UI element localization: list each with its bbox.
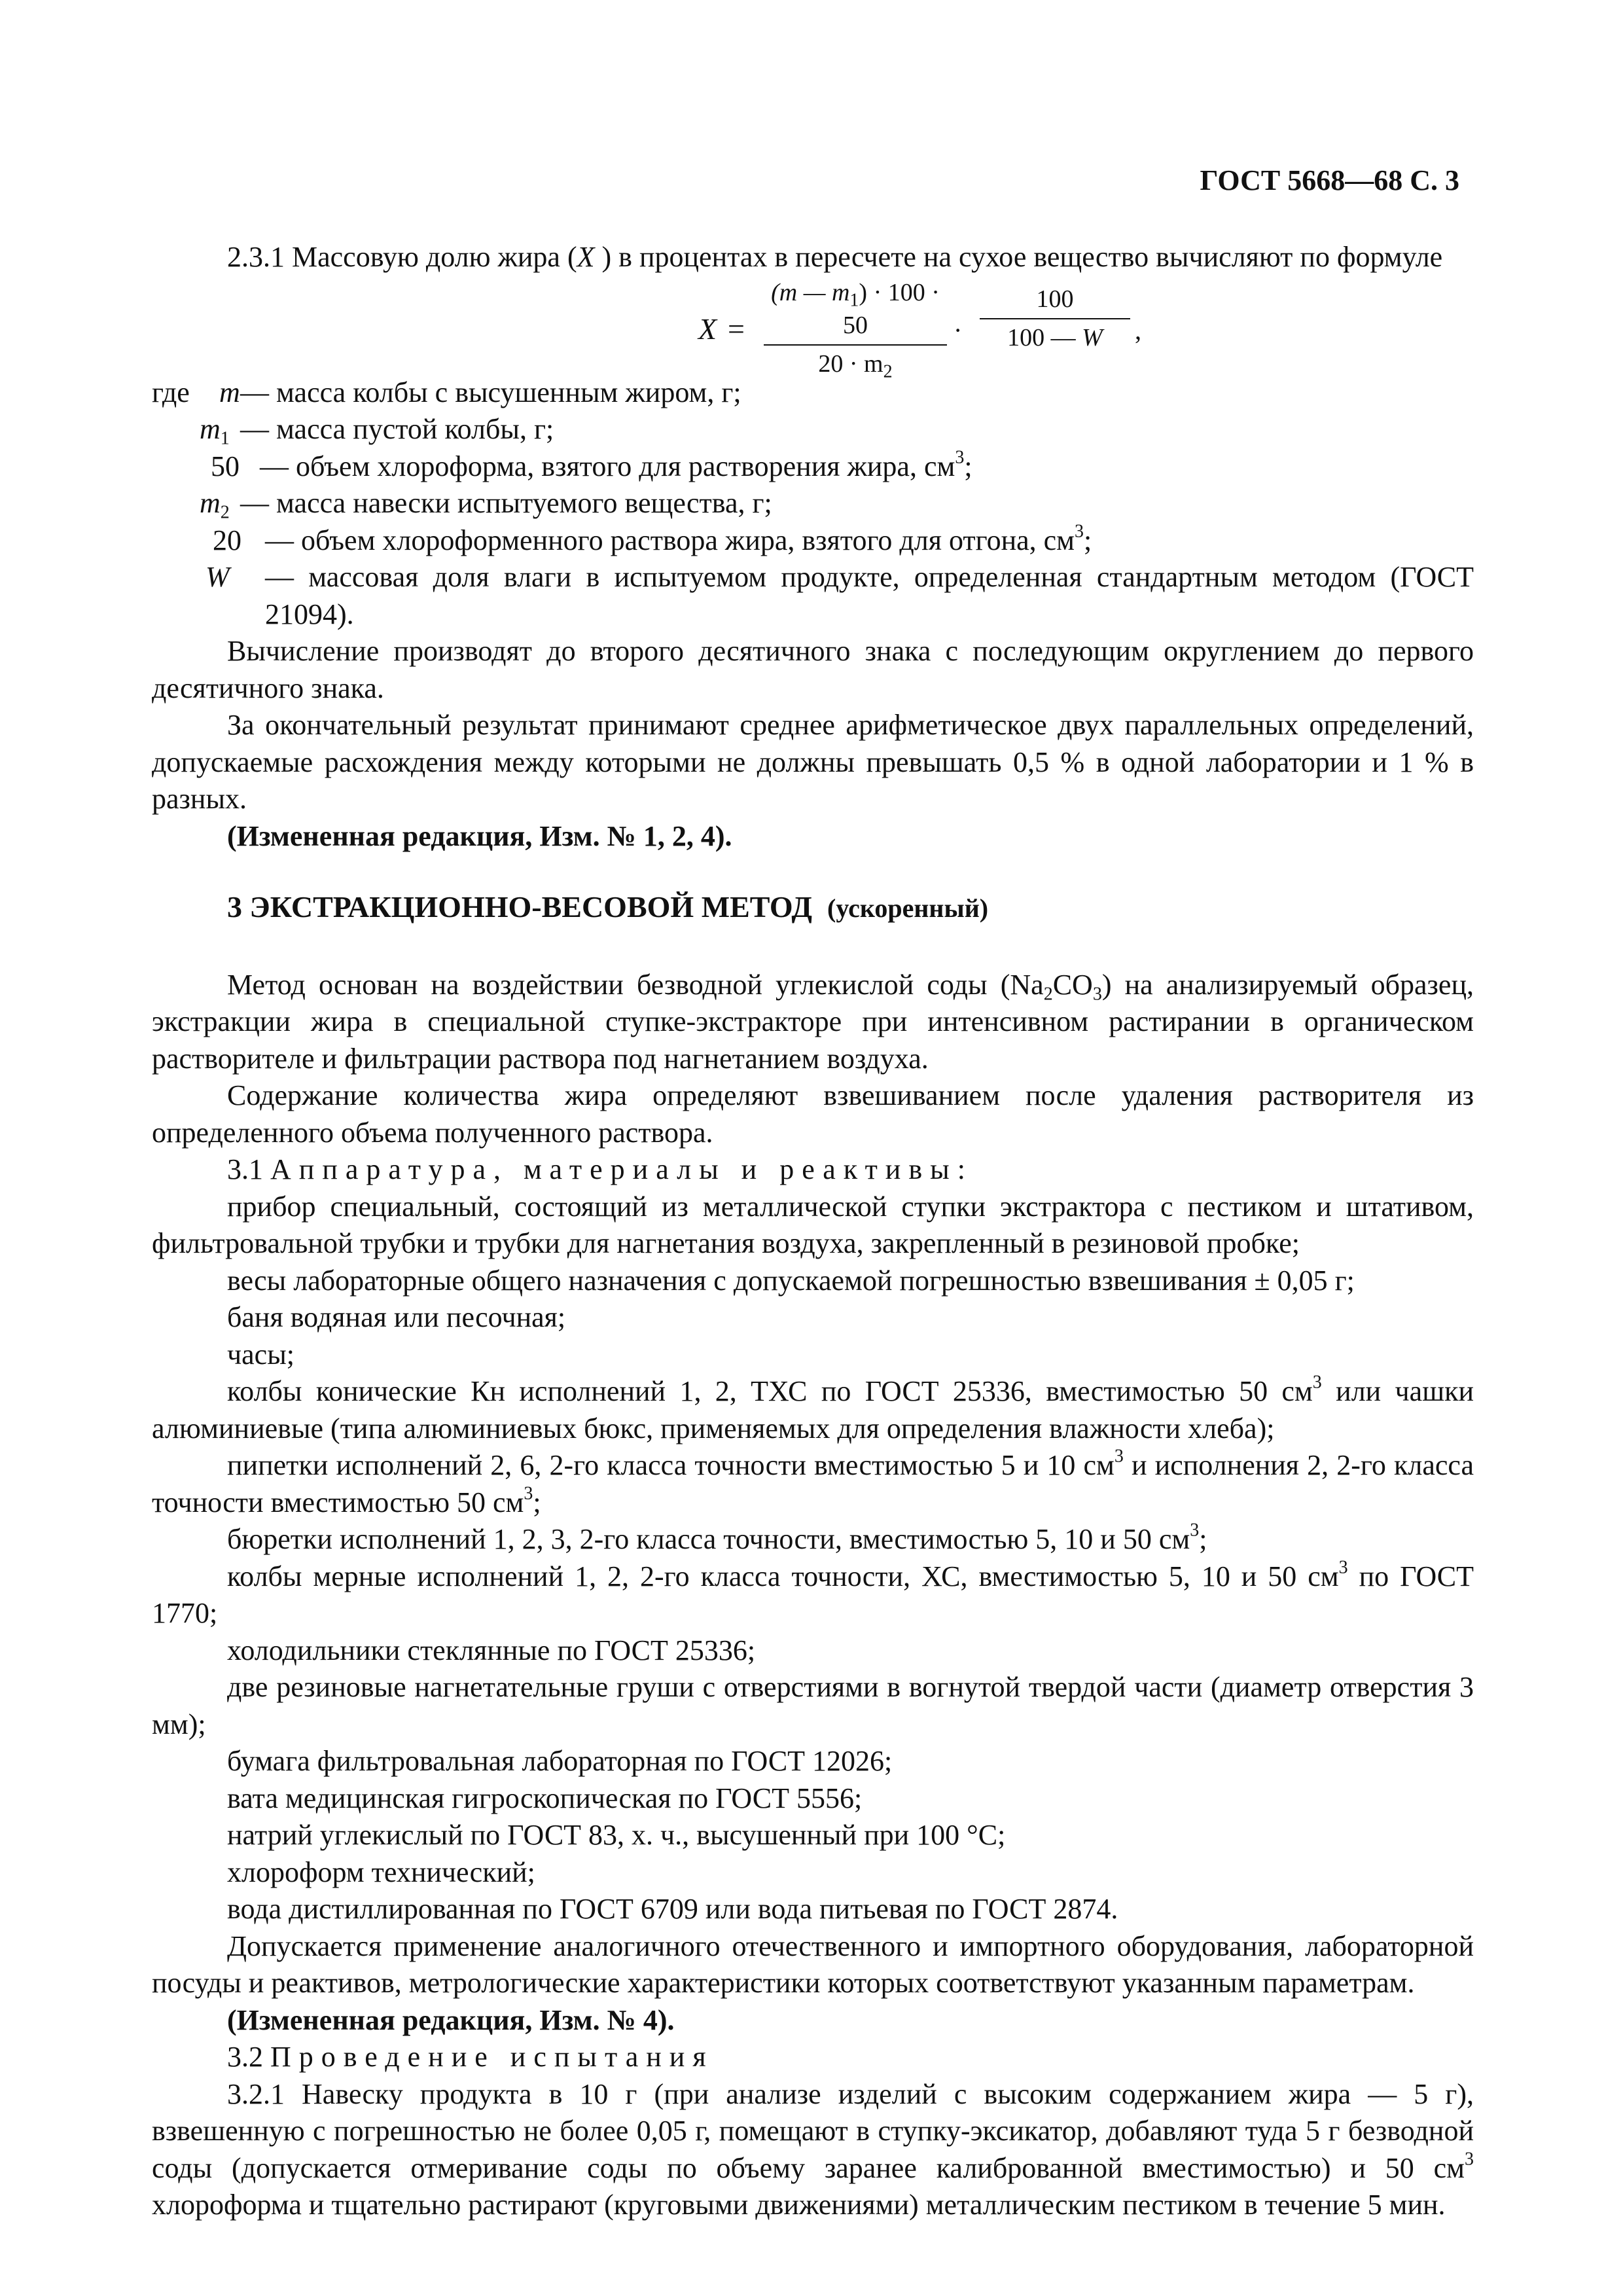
formula-dot: ·: [954, 315, 963, 345]
equipment-item: весы лабораторные общего назначения с допускаемой погрешностью взвешивания ± 0,05 г;: [227, 1264, 1355, 1297]
formula-fraction-2: [980, 283, 1130, 356]
formula-fraction-1: [764, 276, 947, 382]
equipment-item: две резиновые нагнетательные груши с отверстиями в вогнутой твердой части (диаметр отверстия 3 мм);: [152, 1671, 1474, 1740]
def-symbol: W: [205, 561, 230, 593]
definition-row: [152, 485, 1474, 522]
rounding-paragraph: Вычисление производят до второго десятичного знака с последующим округлением до первого десятичного знака.: [152, 635, 1474, 704]
den1-text: 20 · m: [818, 350, 883, 378]
where-word: где: [152, 376, 190, 408]
subsection-3-1-title: 3.1 Аппаратура, материалы и реактивы:: [227, 1153, 973, 1185]
equipment-item: вата медицинская гигроскопическая по ГОСТ 5556;: [227, 1782, 863, 1814]
fraction-1-denominator: [764, 346, 947, 382]
fraction-1-numerator: [764, 276, 947, 346]
equipment-item: колбы конические Кн исполнений 1, 2, ТХС по ГОСТ 25336, вместимостью 50 $см^3$ или чашки алюминиевые (типа алюминиевых бюкс, применяемых для определения влажности хлеба);: [152, 1372, 1474, 1444]
equipment-item: холодильники стеклянные по ГОСТ 25336;: [227, 1634, 756, 1666]
equipment-item: баня водяная или песочная;: [227, 1301, 566, 1333]
def-text: — массовая доля влаги в испытуемом продукте, определенная стандартным методом (ГОСТ 21094).: [265, 561, 1474, 630]
equipment-item: колбы мерные исполнений 1, 2, 2-го класса точности, ХС, вместимостью 5, 10 и 50 $см^3$ по ГОСТ 1770;: [152, 1556, 1474, 1629]
intro-var-x: X: [577, 241, 595, 273]
def-text: — масса навески испытуемого вещества, г;: [240, 487, 772, 519]
intro-text-b: ) в процентах в пересчете на сухое вещество вычисляют по формуле: [594, 241, 1443, 273]
method-paragraph: Метод основан на воздействии безводной углекислой соды $(Na_2CO_3)$ на анализируемый образец, экстракции жира в специальной ступке-экстракторе при интенсивном растирании в органическом растворителе и фильтрации раствора под нагнетанием воздуха.: [152, 968, 1474, 1075]
equipment-item: пипетки исполнений 2, 6, 2-го класса точности вместимостью 5 и 10 $см^3$ и исполнения 2, 2-го класса точности вместимостью 50 $см^3$;: [152, 1446, 1474, 1518]
formula-definitions: [152, 374, 1474, 634]
num1-sub: 1: [849, 289, 859, 310]
equivalent-equipment-paragraph: Допускается применение аналогичного отечественного и импортного оборудования, лабораторной посуды и реактивов, метрологические характеристики которых соответствуют указанным параметрам.: [152, 1929, 1474, 1999]
def-text: — масса пустой колбы, г;: [240, 413, 554, 445]
page-content: [152, 239, 1474, 2224]
definition-row: [152, 411, 1474, 448]
num1-tail: ) · 100 · 50: [843, 278, 940, 339]
result-paragraph: За окончательный результат принимают среднее арифметическое двух параллельных определений, допускаемые расхождения между которыми не должны превышать 0,5 % в одной лаборатории и 1 % в разных.: [152, 709, 1474, 815]
def-symbol: $m_1$: [200, 413, 230, 449]
fraction-2-numerator: 100: [980, 283, 1130, 319]
formula-lhs: X: [698, 312, 717, 346]
equipment-item: вода дистиллированная по ГОСТ 6709 или вода питьевая по ГОСТ 2874.: [227, 1893, 1118, 1925]
den1-sub: 2: [883, 361, 893, 382]
amendment-note: (Измененная редакция, Изм. № 1, 2, 4).: [227, 819, 732, 852]
def-symbol: 50: [211, 450, 240, 482]
def-symbol: $m_2$: [200, 487, 230, 523]
content-paragraph: Содержание количества жира определяют взвешиванием после удаления растворителя из определенного объема полученного раствора.: [152, 1079, 1474, 1149]
procedure-paragraph: 3.2.1 Навеску продукта в 10 г (при анализе изделий с высоким содержанием жира — 5 г), взвешенную с погрешностью не более 0,05 г, помещают в ступку-эксикатор, добавляют туда 5 г безводной соды (допускается отмеривание соды по объему заранее калиброванной вместимостью) и 50 $см^3$ хлороформа и тщательно растирают (круговыми движениями) металлическим пестиком в течение 5 мин.: [152, 2077, 1474, 2221]
section-3-heading: 3 ЭКСТРАКЦИОННО-ВЕСОВОЙ МЕТОД (ускоренный): [227, 890, 989, 924]
def-text: — масса колбы с высушенным жиром, г;: [240, 376, 741, 408]
formula-comma: ,: [1135, 315, 1141, 345]
equipment-item: прибор специальный, состоящий из металлической ступки экстрактора с пестиком и штативом, фильтровальной трубки и трубки для нагнетания воздуха, закрепленный в резиновой пробке;: [152, 1190, 1474, 1259]
fraction-2-denominator: [980, 319, 1130, 356]
equipment-item: бумага фильтровальная лабораторная по ГОСТ 12026;: [227, 1745, 893, 1777]
page-header: ГОСТ 5668—68 С. 3: [1200, 164, 1459, 196]
den2-w: W: [1082, 323, 1103, 351]
def-text: — объем хлороформа, взятого для растворения жира, $см^3$;: [260, 446, 972, 482]
subsection-3-2-title: 3.2 Проведение испытания: [227, 2041, 714, 2073]
formula-intro: [152, 239, 1474, 276]
equipment-item: часы;: [227, 1338, 294, 1371]
def-text: — объем хлороформенного раствора жира, взятого для отгона, $см^3$;: [265, 520, 1092, 556]
equipment-item: натрий углекислый по ГОСТ 83, х. ч., высушенный при 100 °С;: [227, 1819, 1006, 1851]
equipment-item: хлороформ технический;: [227, 1856, 535, 1888]
equipment-item: бюретки исполнений 1, 2, 3, 2-го класса точности, вместимостью 5, 10 и 50 $см^3$;: [227, 1520, 1207, 1555]
definition-row: [152, 448, 1474, 486]
definition-row: [152, 522, 1474, 560]
definition-row: [152, 559, 1474, 633]
num1-text: (m — m: [771, 278, 850, 306]
amendment-note: (Измененная редакция, Изм. № 4).: [227, 2003, 675, 2036]
intro-text-a: 2.3.1 Массовую долю жира (: [227, 241, 577, 273]
den2-text: 100 —: [1007, 323, 1082, 351]
def-symbol: m: [219, 376, 240, 408]
formula-equals: =: [728, 312, 745, 346]
def-symbol: 20: [213, 524, 241, 556]
fat-formula: [152, 276, 1474, 382]
